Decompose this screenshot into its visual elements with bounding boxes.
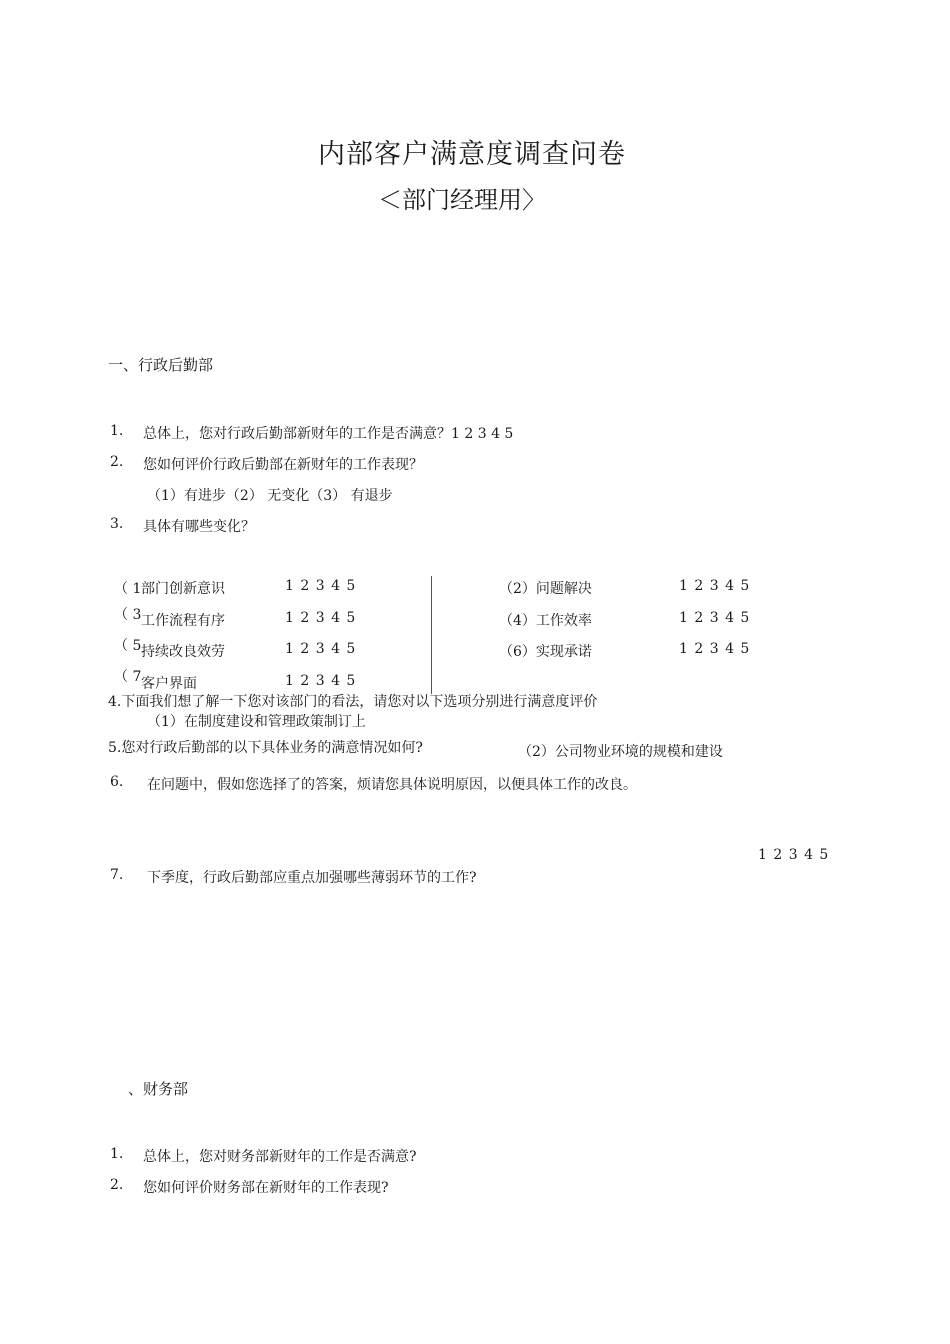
question-text: 总体上，您对行政后勤部新财年的工作是否满意？1 2 3 4 5 <box>143 426 514 442</box>
rating-marker: （ 1 <box>114 581 142 597</box>
question-text: 您如何评价行政后勤部在新财年的工作表现？ <box>143 457 423 473</box>
rating-scale: 1 2 3 4 5 <box>679 578 751 594</box>
rating-scale: 1 2 3 4 5 <box>285 641 357 657</box>
rating-scale: 1 2 3 4 5 <box>285 610 357 626</box>
question-text: 4.下面我们想了解一下您对该部门的看法，请您对以下选项分别进行满意度评价 <box>108 694 598 710</box>
question-number: 1. <box>110 423 124 439</box>
sub-item: （2）公司物业环境的规模和建设 <box>518 744 723 760</box>
rating-label: （2）问题解决 <box>499 581 592 597</box>
question-text: 您如何评价财务部在新财年的工作表现? <box>143 1180 389 1196</box>
question-number: 1. <box>110 1146 124 1162</box>
page-subtitle: ＜部门经理用〉 <box>378 186 546 214</box>
rating-scale: 1 2 3 4 5 <box>679 610 751 626</box>
question-number: 7. <box>110 867 124 883</box>
question-text: 在问题中，假如您选择了的答案，烦请您具体说明原因，以便具体工作的改良。 <box>147 777 637 793</box>
rating-scale: 1 2 3 4 5 <box>679 641 751 657</box>
rating-label: 客户界面 <box>141 676 197 692</box>
section-heading-finance: 、财务部 <box>128 1080 189 1098</box>
question-number: 2. <box>110 1177 124 1193</box>
sub-item: （1）在制度建设和管理政策制订上 <box>147 714 366 730</box>
rating-label: （4）工作效率 <box>499 613 592 629</box>
rating-scale: 1 2 3 4 5 <box>285 578 357 594</box>
question-text: 下季度，行政后勤部应重点加强哪些薄弱环节的工作? <box>147 870 477 886</box>
question-number: 6. <box>110 774 124 790</box>
rating-label: 部门创新意识 <box>141 581 225 597</box>
rating-marker: （ 3 <box>114 607 142 623</box>
page-title: 内部客户满意度调查问卷 <box>318 139 626 170</box>
question-number: 3. <box>110 516 124 532</box>
table-divider <box>431 576 432 694</box>
question-text: 5.您对行政后勤部的以下具体业务的满意情况如何? <box>108 740 423 756</box>
question-number: 2. <box>110 454 124 470</box>
rating-marker: （ 5 <box>114 638 142 654</box>
section-heading-admin: 一、行政后勤部 <box>108 356 214 374</box>
rating-marker: （ 7 <box>114 669 142 685</box>
rating-scale: 1 2 3 4 5 <box>758 847 830 863</box>
rating-label: 工作流程有序 <box>141 613 225 629</box>
rating-label: 持续改良效劳 <box>141 644 225 660</box>
answer-options: （1）有进步（2） 无变化（3） 有退步 <box>147 488 393 504</box>
rating-label: （6）实现承诺 <box>499 644 592 660</box>
question-text: 具体有哪些变化？ <box>143 519 255 535</box>
question-text: 总体上，您对财务部新财年的工作是否满意? <box>143 1149 417 1165</box>
rating-scale: 1 2 3 4 5 <box>285 673 357 689</box>
